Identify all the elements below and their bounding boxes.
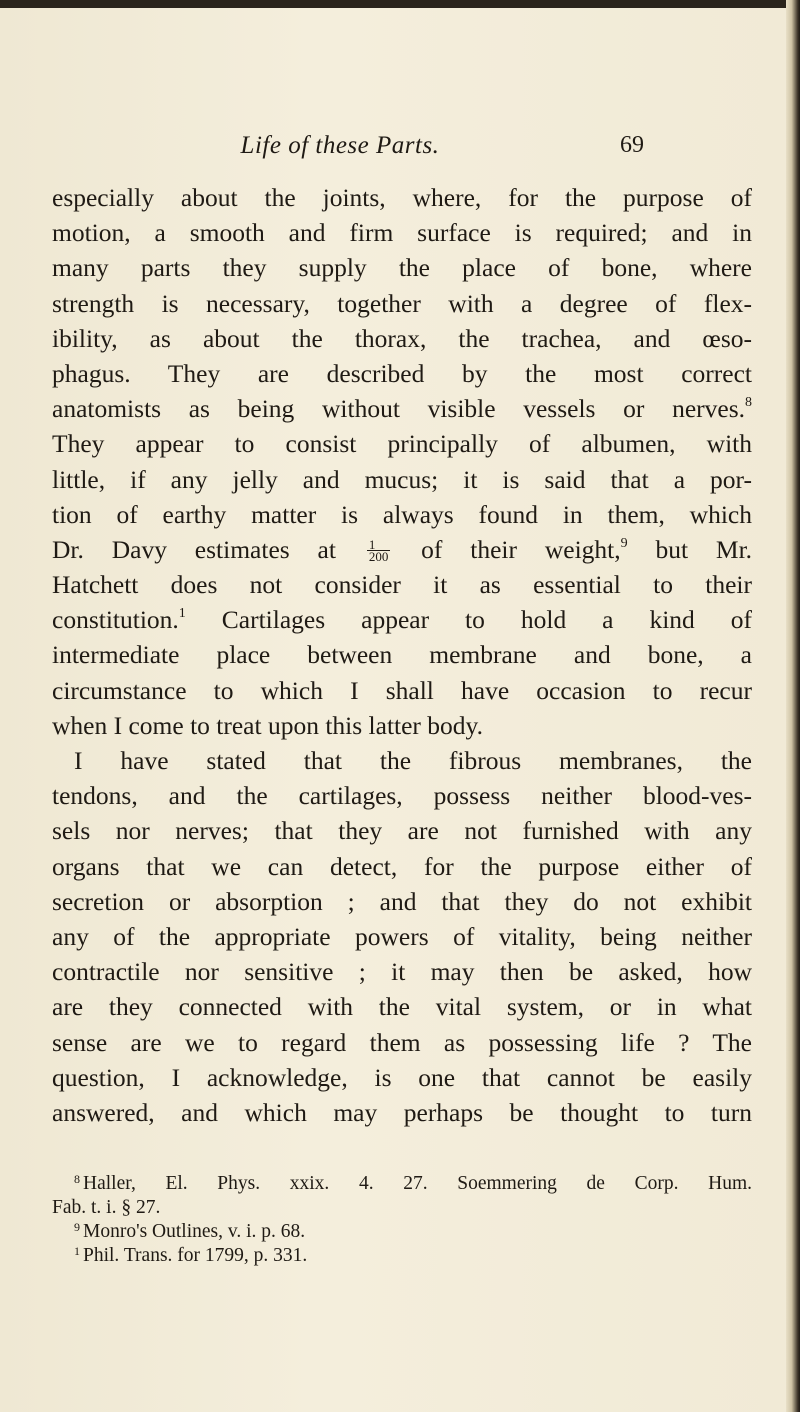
text-line: when I come to treat upon this latter body.: [52, 710, 484, 740]
footnote: [52, 1220, 752, 1244]
text-segment: but Mr.: [655, 534, 753, 564]
fraction-numerator: 1: [367, 539, 391, 551]
footnote-ref: 9: [620, 535, 628, 551]
text-line: especially about the joints, where, for the purpose of: [52, 183, 752, 212]
text-line: ibility, as about the thorax, the trachea, and œso-: [52, 323, 752, 353]
text-segment: Dr. Davy estimates at: [52, 534, 336, 564]
footnote-marker: 1: [74, 1244, 80, 1258]
text-line: [52, 391, 752, 426]
text-line: strength is necessary, together with a degree of flex-: [52, 288, 752, 318]
text-line: answered, and which may perhaps be thought to turn: [52, 1097, 752, 1127]
footnote-ref: 1: [178, 606, 186, 622]
fraction-denominator: 200: [368, 548, 389, 564]
text-line: many parts they supply the place of bone, where: [52, 253, 752, 283]
text-line: Hatchett does not consider it as essential to their: [52, 570, 752, 600]
text-line: motion, a smooth and firm surface is required; and in: [52, 218, 752, 248]
text-line: sense are we to regard them as possessing life ? The: [52, 1027, 752, 1057]
text-line: tion of earthy matter is always found in them, which: [52, 499, 752, 529]
text-line: organs that we can detect, for the purpose either of: [52, 851, 752, 881]
footnote-marker: 8: [74, 1172, 80, 1186]
text-line: sels nor nerves; that they are not furnished with any: [52, 816, 752, 846]
footnote-text: Haller, El. Phys. xxix. 4. 27. Soemmering de Corp. Hum.: [83, 1173, 752, 1194]
text-line: [52, 532, 752, 567]
footnote-continuation: Fab. t. i. § 27.: [52, 1197, 161, 1218]
fraction: [367, 536, 391, 564]
text-line: any of the appropriate powers of vitality, being neither: [52, 921, 752, 951]
text-segment: anatomists as being without visible vessels or nerves.: [52, 394, 745, 424]
footnote-marker: 9: [74, 1220, 80, 1234]
text-segment: constitution.: [52, 605, 179, 635]
text-line: circumstance to which I shall have occasion to recur: [52, 675, 752, 705]
text-line: question, I acknowledge, is one that cannot be easily: [52, 1062, 752, 1092]
body-text: [52, 180, 752, 1130]
text-line: I have stated that the fibrous membranes, the: [74, 746, 752, 775]
text-line: They appear to consist principally of albumen, with: [52, 429, 752, 459]
footnote-ref: 8: [745, 395, 752, 411]
text-line: [52, 602, 752, 637]
text-line: are they connected with the vital system, or in what: [52, 992, 752, 1022]
footnote: [52, 1244, 752, 1268]
text-line: little, if any jelly and mucus; it is said that a por-: [52, 464, 752, 494]
footnote: [52, 1172, 752, 1196]
page-number: 69: [620, 132, 644, 158]
text-line: phagus. They are described by the most correct: [52, 358, 752, 388]
text-line: intermediate place between membrane and bone, a: [52, 640, 752, 670]
running-head: [0, 132, 800, 172]
page-binding-edge: [786, 0, 800, 1412]
footnote-text: Phil. Trans. for 1799, p. 331.: [83, 1245, 308, 1266]
footnotes: [52, 1172, 752, 1268]
running-title: Life of these Parts.: [240, 132, 440, 159]
text-segment: of their weight,: [421, 534, 621, 564]
footnote-text: Monro's Outlines, v. i. p. 68.: [83, 1221, 306, 1242]
text-line: tendons, and the cartilages, possess neither blood-ves-: [52, 781, 752, 811]
text-line: secretion or absorption ; and that they do not exhibit: [52, 886, 752, 916]
text-segment: Cartilages appear to hold a kind of: [221, 605, 752, 635]
page-top-edge: [0, 0, 800, 8]
text-line: contractile nor sensitive ; it may then be asked, how: [52, 957, 752, 987]
